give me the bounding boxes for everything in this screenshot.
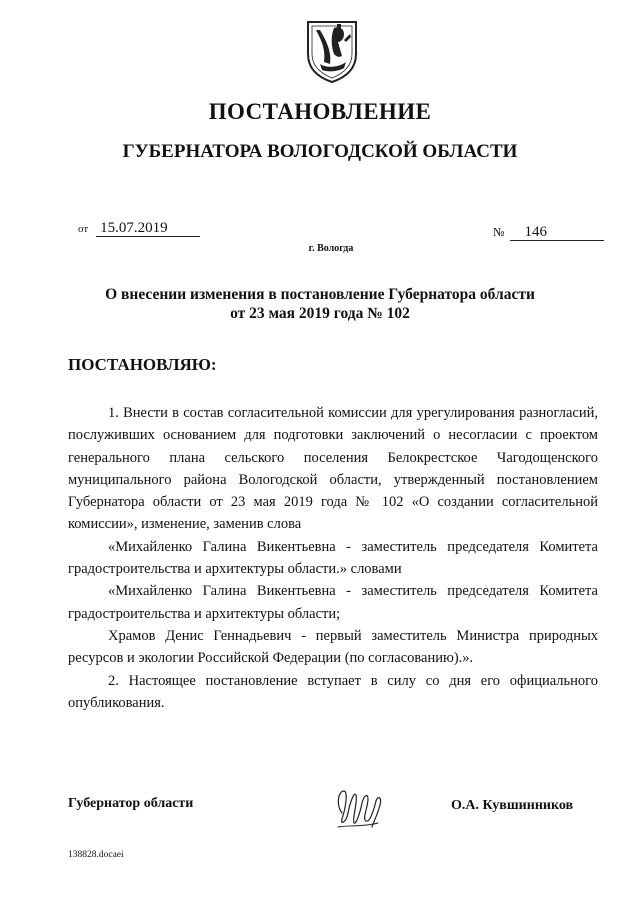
paragraph-1: 1. Внести в состав согласительной комиссии для урегулирования разногласий, послуживших основанием для подготовки заключений о несогласии с проектом генерального плана сельского поселения Белокрестское Чагодощенского муниципального района Вологодской области, утвержденный постановлением Губернатора области от 23 мая 2019 года № 102 «О создании согласительной комиссии», изменение, заменив слова xyxy=(68,405,598,533)
document-number: 146 xyxy=(510,224,604,241)
document-date-row xyxy=(78,220,200,237)
date-prefix: от xyxy=(78,223,89,235)
signatory-position: Губернатор области xyxy=(68,796,194,811)
subject-line-1: О внесении изменения в постановление Губернатора области xyxy=(105,286,535,303)
document-subject xyxy=(0,285,640,323)
document-number-row xyxy=(493,224,604,241)
handwritten-signature-icon xyxy=(328,783,392,833)
document-date: 15.07.2019 xyxy=(96,220,200,237)
document-issuer: ГУБЕРНАТОРА ВОЛОГОДСКОЙ ОБЛАСТИ xyxy=(122,141,518,162)
decree-heading: ПОСТАНОВЛЯЮ: xyxy=(68,355,217,374)
paragraph-2: «Михайленко Галина Викентьевна - заместитель председателя Комитета градостроительства и архитектуры области.» словами xyxy=(68,538,598,578)
paragraph-5: 2. Настоящее постановление вступает в силу со дня его официального опубликования. xyxy=(68,672,598,711)
document-title: ПОСТАНОВЛЕНИЕ xyxy=(208,99,432,124)
coat-of-arms-icon xyxy=(304,18,360,84)
paragraph-3: «Михайленко Галина Викентьевна - заместитель председателя Комитета градостроительства и архитектуры области; xyxy=(68,583,598,622)
document-city: г. Вологда xyxy=(308,243,354,254)
number-prefix: № xyxy=(493,225,505,239)
subject-line-2: от 23 мая 2019 года № 102 xyxy=(230,305,410,322)
document-body xyxy=(68,402,598,714)
signatory-name: О.А. Кувшинников xyxy=(451,798,574,813)
document-file-id: 138828.docaei xyxy=(68,850,124,860)
paragraph-4: Храмов Денис Геннадьевич - первый заместитель Министра природных ресурсов и экологии Российской Федерации (по согласованию).». xyxy=(68,627,598,667)
